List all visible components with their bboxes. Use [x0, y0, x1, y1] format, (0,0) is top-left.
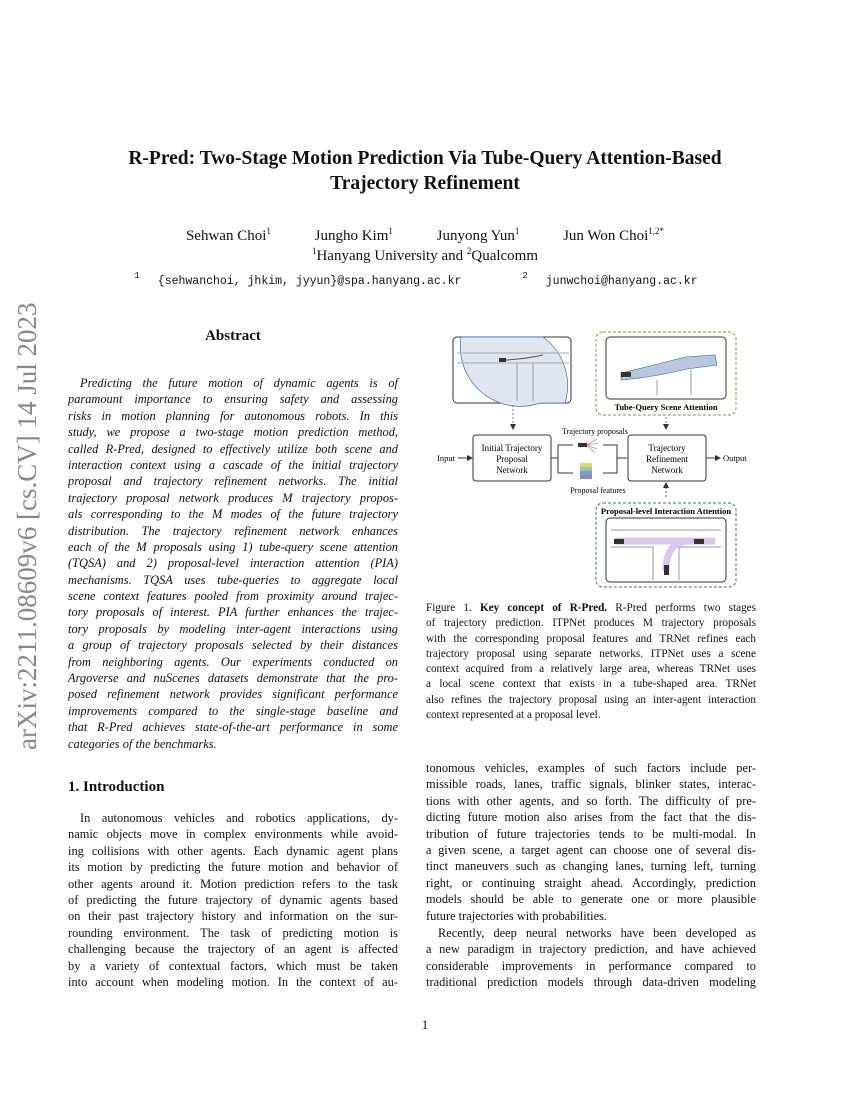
text-line: future trajectories with probabilities. [426, 908, 607, 923]
text-line: Recently, deep neural networks have been developed as [438, 926, 756, 940]
email: $^2$ junwchoi@hanyang.ac.kr [522, 271, 698, 288]
text-line: on their past trajectory history and information on the sur- [68, 909, 398, 924]
text-line: In autonomous vehicles and robotics applications, dy- [80, 811, 398, 825]
author: Sehwan Choi$^1$ [185, 226, 271, 244]
right-col-para2 [426, 925, 756, 991]
author: Jun Won Choi$^{1,2*}$ [563, 226, 665, 244]
tqsa-label: Tube-Query Scene Attention [614, 402, 718, 412]
svg-text:Refinement: Refinement [646, 454, 688, 464]
text-line: context acquired from a relatively large area, whereas TRNet uses [426, 663, 756, 676]
text-line: missible roads, lanes, traffic signals, blinker states, interac- [426, 777, 756, 792]
text-line: categories of the benchmarks. [68, 736, 217, 751]
svg-text:Trajectory: Trajectory [648, 443, 686, 453]
page-number: 1 [421, 1017, 429, 1032]
global-scene-thumbnail [453, 337, 571, 406]
text-line: study, we propose a two-stage motion prediction method, [68, 425, 398, 440]
paper-title: R-Pred: Two-Stage Motion Prediction Via Tube-Query Attention-Based Trajectory Refinement [128, 148, 722, 194]
text-line: right, or continuing straight ahead. Accordingly, prediction [426, 875, 756, 890]
text-line: considerable improvements in performance compared to [426, 958, 756, 973]
emails [60, 271, 790, 288]
abstract-body [68, 375, 398, 752]
input-label: Input [437, 453, 455, 463]
text-line: distribution. The trajectory refinement network enhances [68, 523, 398, 538]
text-line: paramount importance to ensuring safety and assessing [68, 392, 398, 407]
text-line: tribution of future trajectories tends to be multi-modal. In [426, 826, 756, 841]
intro-heading: 1. Introduction [68, 779, 165, 795]
text-line: with the corresponding proposal features and TRNet refines each [426, 632, 756, 645]
text-line: by a variety of contextual factors, which must be taken [68, 958, 398, 973]
text-line: tions with other agents, and so forth. The difficulty of pre- [426, 793, 756, 808]
text-line: of trajectory prediction. ITPNet produces M trajectory proposals [426, 617, 756, 630]
svg-text:Initial Trajectory: Initial Trajectory [481, 443, 543, 453]
affiliation: $^1$Hanyang University and $^2$Qualcomm [311, 246, 539, 264]
text-line: a local scene context that exists in a tube-shaped area. TRNet [426, 678, 756, 691]
text-line: (TQSA) and 2) proposal-level interaction attention (PIA) [68, 556, 398, 571]
text-line: proposal and trajectory refinement networks. The initial [68, 474, 398, 489]
svg-text:Network: Network [651, 465, 683, 475]
text-line: its motion by predicting the future motion and behavior of [68, 860, 398, 875]
figure-1-diagram [425, 325, 765, 595]
text-line: ing collisions with other agents. Each dynamic agent plans [68, 843, 398, 858]
text-line: from neighboring agents. Our experiments conducted on [68, 654, 398, 669]
author: Junyong Yun$^1$ [436, 226, 520, 244]
text-line: tinct maneuvers such as changing lanes, turning left, turning [426, 859, 756, 874]
text-line: scene context features pooled from proximity around trajec- [68, 589, 398, 604]
pia-label: Proposal-level Interaction Attention [600, 506, 732, 516]
text-line: dicting future motion also arises from the fact that the dis- [426, 810, 756, 825]
output-label: Output [723, 453, 747, 463]
text-line: namic objects move in complex environments while avoid- [68, 827, 398, 842]
text-line: interaction context using a cascade of the initial trajectory [68, 457, 398, 472]
text-line: posed refinement network provides significant performance [68, 687, 398, 702]
text-line: other agents around it. Motion prediction refers to the task [68, 876, 398, 891]
author: Jungho Kim$^1$ [314, 226, 393, 244]
text-line: a given scene, a target agent can choose one of several dis- [426, 842, 756, 857]
email: $^1$ {sehwanchoi, jhkim, jyyun}@spa.hanyang.ac.kr [134, 271, 462, 288]
text-line: context represented at a proposal level. [426, 709, 601, 722]
text-line: Argoverse and nuScenes datasets demonstrate that the pro- [68, 671, 398, 686]
text-line: trajectory proposal using separate networks. ITPNet uses a scene [426, 647, 756, 660]
text-line: tonomous vehicles, examples of such factors include per- [426, 761, 756, 775]
text-line: that R-Pred achieves state-of-the-art performance in some [68, 720, 398, 735]
text-line: Figure 1. Key concept of R-Pred. R-Pred performs two stages [426, 602, 756, 614]
pia-panel [596, 503, 736, 587]
tqsa-panel [596, 332, 736, 415]
text-line: into account when modeling motion. In the context of au- [68, 974, 398, 989]
intro-body [68, 810, 398, 990]
text-line: a new paradigm in trajectory prediction, and have achieved [426, 942, 756, 957]
text-line: also refines the trajectory proposal using an inter-agent interaction [426, 693, 756, 706]
caption-bold: Key concept of R-Pred. [479, 602, 608, 614]
text-line: of predicting the future trajectory of dynamic agents based [68, 892, 398, 907]
svg-text:Network: Network [496, 465, 528, 475]
text-line: tory proposals by modeling inter-agent interactions using [68, 621, 398, 636]
text-line: each of the M proposals using 1) tube-query scene attention [68, 539, 398, 554]
author-block [60, 226, 790, 266]
abstract-heading: Abstract [205, 328, 261, 344]
arxiv-stamp: arXiv:2211.08609v6 [cs.CV] 14 Jul 2023 [12, 302, 42, 750]
figure-1-caption [426, 601, 756, 723]
right-col-para1 [426, 760, 756, 924]
text-line: mechanisms. TQSA uses tube-queries to aggregate local [68, 572, 398, 587]
text-line: trajectory proposal network produces M trajectory propos- [68, 490, 398, 505]
text-line: models should be able to generate one or more plausible [426, 892, 756, 907]
text-line: tory proposals of interest. PIA further enhances the trajec- [68, 605, 398, 620]
text-line: Predicting the future motion of dynamic agents is of [80, 376, 398, 390]
text-line: als corresponding to the M modes of the future trajectory [68, 507, 398, 522]
text-line: rounding environment. The task of predicting motion is [68, 925, 398, 940]
text-line: challenging because the trajectory of an agent is affected [68, 942, 398, 957]
traj-proposals-label: Trajectory proposals [562, 427, 628, 436]
proposal-features-label: Proposal features [570, 486, 626, 495]
text-line: a group of trajectory proposals selected by their distances [68, 638, 398, 653]
text-line: improvements compared to the single-stage baseline and [68, 703, 398, 718]
text-line: traditional prediction models through data-driven modeling [426, 975, 756, 990]
text-line: called R-Pred, designed to effectively utilize both scene and [68, 441, 398, 456]
svg-text:Proposal: Proposal [496, 454, 528, 464]
text-line: risks in motion planning for autonomous robots. In this [68, 408, 398, 423]
